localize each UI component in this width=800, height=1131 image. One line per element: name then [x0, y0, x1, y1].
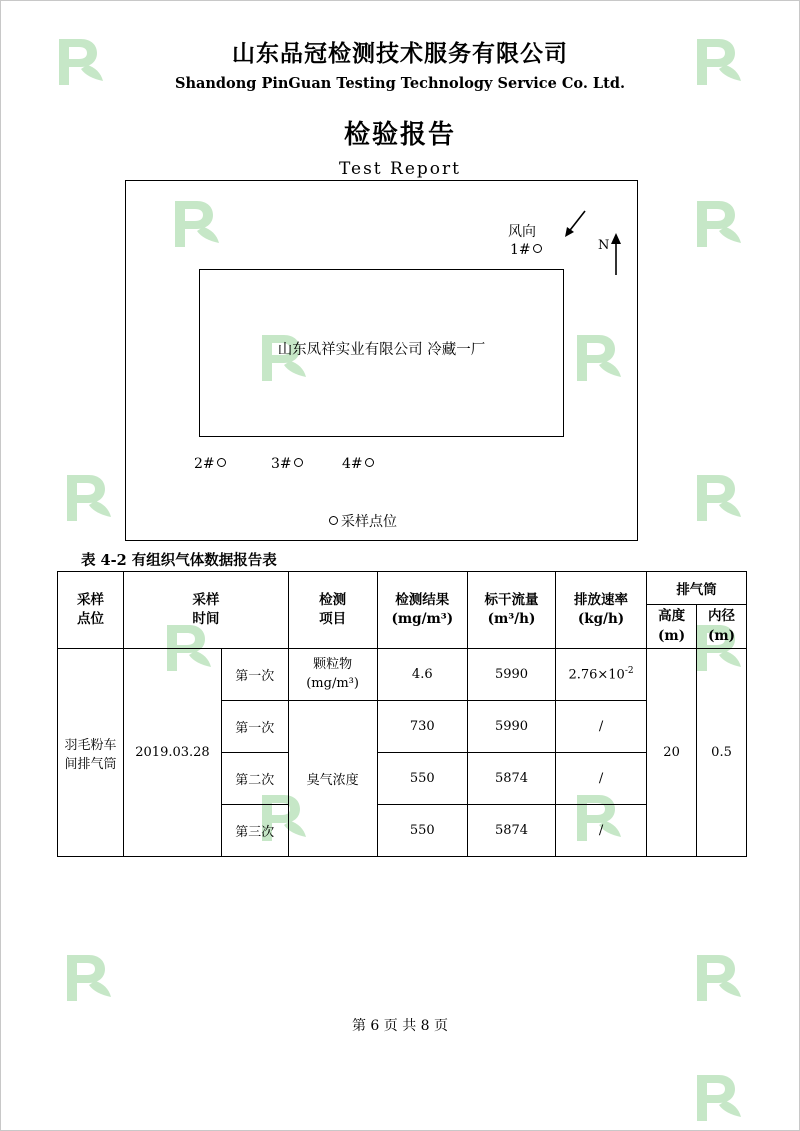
sampling-point-2 — [194, 456, 226, 472]
cell-standard-flow: 5990 — [468, 649, 556, 701]
cell-stack-diameter: 0.5 — [697, 649, 747, 857]
sampling-point-3-label: 3# — [271, 456, 292, 472]
wind-direction-label: 风向 — [508, 224, 536, 240]
svg-text:N: N — [598, 238, 610, 253]
header-stack-height: 高度 (m) — [647, 605, 697, 649]
cell-test-result: 4.6 — [377, 649, 468, 701]
report-title-en: Test Report — [339, 159, 461, 179]
cell-sampling-point: 羽毛粉车间排气筒 — [58, 649, 124, 857]
header-sampling-time: 采样 时间 — [124, 572, 289, 649]
factory-label: 山东凤祥实业有限公司 冷藏一厂 — [277, 342, 486, 358]
cell-test-result: 550 — [377, 753, 468, 805]
diagram-legend — [329, 511, 397, 531]
watermark-logo — [691, 197, 751, 255]
cell-test-item: 颗粒物 (mg/m³) — [288, 649, 377, 701]
legend-label: 采样点位 — [341, 514, 397, 530]
cell-sample-order: 第三次 — [221, 805, 288, 857]
company-name-cn: 山东品冠检测技术服务有限公司 — [232, 40, 568, 67]
sampling-point-2-label: 2# — [194, 456, 215, 472]
site-layout-diagram — [125, 180, 638, 541]
header-stack: 排气筒 — [647, 572, 747, 605]
cell-standard-flow: 5874 — [468, 805, 556, 857]
sampling-point-1-label: 1# — [510, 242, 531, 258]
cell-sample-order: 第二次 — [221, 753, 288, 805]
cell-emission-rate: / — [555, 805, 646, 857]
header-emission-rate: 排放速率 (kg/h) — [555, 572, 646, 649]
watermark-logo — [691, 1071, 751, 1129]
cell-standard-flow: 5990 — [468, 701, 556, 753]
header-test-item: 检测 项目 — [288, 572, 377, 649]
sampling-point-4 — [342, 456, 374, 472]
header-stack-diameter: 内径 (m) — [697, 605, 747, 649]
cell-emission-rate: $2.76\times 10^{-2}$ — [555, 649, 646, 701]
cell-sample-order: 第一次 — [221, 701, 288, 753]
cell-test-result: 730 — [377, 701, 468, 753]
sampling-point-1 — [510, 242, 542, 258]
cell-stack-height: 20 — [647, 649, 697, 857]
point-circle-icon — [365, 458, 374, 467]
table-caption: 表 4-2 有组织气体数据报告表 — [81, 552, 277, 569]
table-row — [58, 649, 747, 701]
sampling-point-4-label: 4# — [342, 456, 363, 472]
report-header — [1, 1, 799, 179]
header-test-result: 检测结果 (mg/m³) — [377, 572, 468, 649]
cell-emission-rate: / — [555, 701, 646, 753]
cell-standard-flow: 5874 — [468, 753, 556, 805]
report-title-cn: 检验报告 — [343, 120, 456, 150]
point-circle-icon — [217, 458, 226, 467]
page-footer: 第 6 页 共 8 页 — [351, 1018, 449, 1034]
watermark-logo — [691, 471, 751, 529]
cell-sampling-time: 2019.03.28 — [124, 649, 222, 857]
organized-gas-data-table — [57, 571, 747, 857]
wind-direction-arrow-icon — [558, 207, 592, 241]
company-name-en: Shandong PinGuan Testing Technology Service Co. Ltd. — [174, 75, 626, 92]
header-standard-flow: 标干流量 (m³/h) — [468, 572, 556, 649]
point-circle-icon — [294, 458, 303, 467]
point-circle-icon — [533, 244, 542, 253]
cell-test-item: 臭气浓度 — [288, 701, 377, 857]
header-sampling-point: 采样 点位 — [58, 572, 124, 649]
cell-test-result: 550 — [377, 805, 468, 857]
factory-building-box — [199, 269, 564, 437]
watermark-logo — [61, 471, 121, 529]
watermark-logo — [61, 951, 121, 1009]
cell-sample-order: 第一次 — [221, 649, 288, 701]
table-header-row-1 — [58, 572, 747, 605]
cell-emission-rate: / — [555, 753, 646, 805]
legend-circle-icon — [329, 516, 338, 525]
north-arrow-icon — [596, 231, 622, 277]
watermark-logo — [691, 951, 751, 1009]
sampling-point-3 — [271, 456, 303, 472]
